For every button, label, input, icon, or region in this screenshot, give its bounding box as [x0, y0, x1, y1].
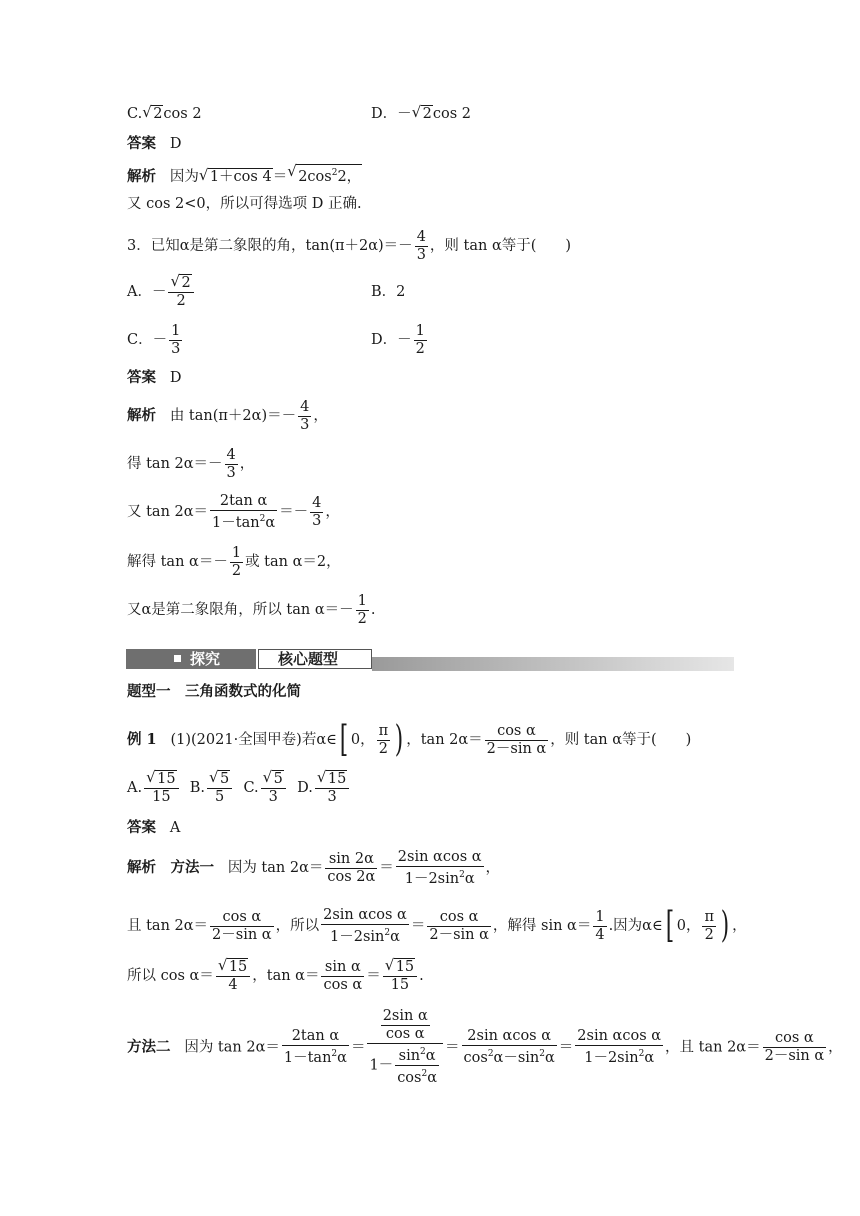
option-b: B．2	[371, 284, 406, 300]
method-1-line-2: 且 tan 2α＝ $\frac{\text{cos α}}{\text{2－sin α}}$ ，所以 $\frac{\text{2sin αcos α}}{1-2\sin^2\alpha}$ ＝ $\frac{\text{cos α}}{\text{2－sin α}}$ ，解得 sin α＝ $\frac{1}{4}$ .因为α∈[ 0， $\frac{\pi}{2}$ ) ，	[127, 905, 747, 946]
analysis-step-5: 又α是第二象限角，所以 tan α＝－ $\frac{1}{2}$ .	[127, 592, 376, 627]
question-3-stem: 3．已知α是第二象限的角，tan(π＋2α)＝－ $\frac{4}{3}$ ，则 tan α等于( )	[127, 228, 572, 263]
answer-line: 答案 D	[127, 135, 182, 152]
section-title: 题型一 三角函数式的化简	[127, 683, 301, 700]
example-1-stem: 例 1 (1)(2021·全国甲卷)若α∈[ 0， $\frac{\pi}{2}$ ) ，tan 2α＝ $\frac{\text{cos α}}{\text{2－sin α}}$ ，则 tan α等于( )	[127, 719, 692, 760]
method-1-line-1: 解析 方法一 因为 tan 2α＝ $\frac{\sin 2\alpha}{\cos 2\alpha}$ ＝ $\frac{\text{2sin αcos α}}{1-2\sin^2\alpha}$ ，	[127, 848, 501, 887]
example-1-options: A. √ $\frac{15}{15}$ B. √ $\frac{5}{5}$ C. √ $\frac{5}{3}$ D. √ $\frac{15}{3}$	[127, 768, 351, 808]
banner-right-label: 核心题型	[278, 650, 339, 668]
option-d: D．－√ 2cos 2	[371, 104, 471, 124]
banner-square-icon	[174, 655, 181, 662]
method-1-line-3: 所以 cos α＝ √ $\frac{15}{4}$ ，tan α＝ $\frac{\text{sin α}}{\text{cos α}}$ ＝ √ $\frac{15}{15}$ .	[127, 956, 424, 996]
option-a: A．－ √ $\frac{2}{2}$	[127, 272, 196, 312]
option-c: C．－ $\frac{1}{3}$	[127, 322, 181, 357]
option-d: D．－ $\frac{1}{2}$	[371, 322, 425, 357]
analysis-step-2: 得 tan 2α＝－ $\frac{4}{3}$ ，	[127, 446, 255, 481]
analysis-line: 解析 因为√ 1＋cos 4＝√ $2\cos^22$，	[127, 164, 362, 187]
analysis-step-4: 解得 tan α＝－ $\frac{1}{2}$ 或 tan α＝2，	[127, 544, 341, 579]
answer-line: 答案 D	[127, 369, 182, 386]
answer-line: 答案 A	[127, 819, 181, 836]
analysis-line-2: 又 cos 2<0，所以可得选项 D 正确.	[127, 196, 362, 212]
banner-gradient-bar	[372, 657, 734, 671]
banner-left-label: 探究	[190, 650, 221, 668]
analysis-step-1: 解析 由 tan(π＋2α)＝－ $\frac{4}{3}$ ，	[127, 398, 328, 433]
method-2-line: 方法二 因为 tan 2α＝ $\frac{\text{2tan α}}{1-\tan^2\alpha}$ ＝ $\frac{\text{2sin α}}{\text{cos α}}$ 1－ $\frac{\sin^2\alpha}{\cos^2\alpha}$ ＝ $\frac{\text{2sin αcos α}}{\cos^2\alpha-\sin^2\alpha}$ ＝ $\frac{\text{2sin αcos α}}{1-2\sin^2\alpha}$ ，且 tan 2α＝ $\frac{\text{cos α}}{\text{2－sin α}}$ ，	[127, 1008, 843, 1086]
option-c: C.√ 2cos 2	[127, 104, 202, 124]
section-banner	[126, 647, 734, 671]
analysis-step-3: 又 tan 2α＝ $\frac{\text{2tan α}}{1-\tan^2\alpha}$ ＝－ $\frac{4}{3}$ ，	[127, 492, 340, 531]
